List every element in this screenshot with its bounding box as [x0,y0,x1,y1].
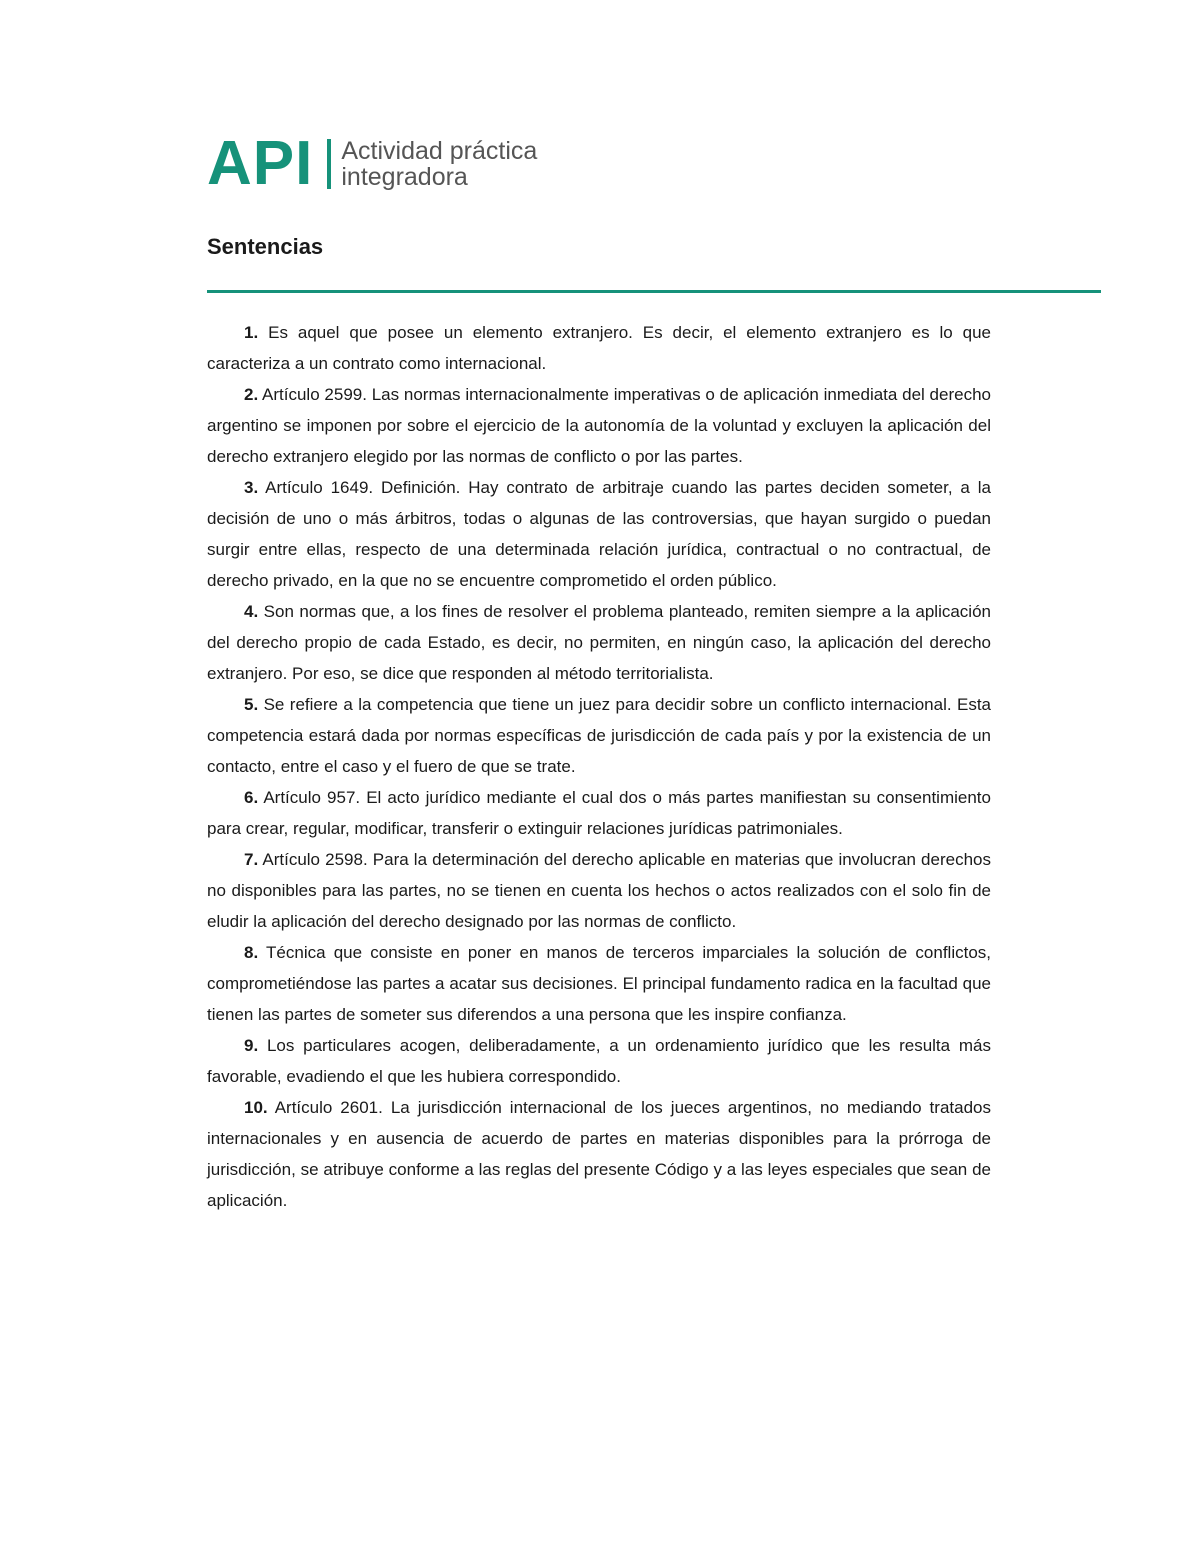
list-item [207,937,991,1030]
item-number: 9. [244,1036,259,1055]
item-number: 7. [244,850,259,869]
list-item [207,379,991,472]
list-item [207,472,991,596]
item-text: Técnica que consiste en poner en manos de terceros imparciales la solución de conflictos, comprometiéndose las partes a acatar sus decisiones. El principal fundamento radica en la facultad que tienen las partes de someter sus diferendos a una persona que les inspire confianza. [207,943,991,1024]
logo-text-line-2: integradora [341,163,468,191]
logo-text-line-1: Actividad práctica [341,137,538,165]
item-text: Artículo 2598. Para la determinación del derecho aplicable en materias que involucran derechos no disponibles para las partes, no se tienen en cuenta los hechos o actos realizados con el solo fin de eludir la aplicación del derecho designado por las normas de conflicto. [207,850,991,931]
item-number: 3. [244,478,259,497]
item-number: 6. [244,788,259,807]
logo-mark: API [207,129,314,198]
item-number: 10. [244,1098,268,1117]
item-text: Artículo 1649. Definición. Hay contrato de arbitraje cuando las partes deciden someter, a la decisión de uno o más árbitros, todas o algunas de las controversias, que hayan surgido o puedan surgir entre ellas, respecto de una determinada relación jurídica, contractual o no contractual, de derecho privado, en la que no se encuentre comprometido el orden público. [207,478,991,590]
item-number: 4. [244,602,259,621]
item-text: Artículo 957. El acto jurídico mediante el cual dos o más partes manifiestan su consentimiento para crear, regular, modificar, transferir o extinguir relaciones jurídicas patrimoniales. [207,788,991,838]
api-logo [207,129,538,198]
item-text: Es aquel que posee un elemento extranjero. Es decir, el elemento extranjero es lo que caracteriza a un contrato como internacional. [207,323,991,373]
item-number: 5. [244,695,259,714]
list-item [207,844,991,937]
item-text: Artículo 2601. La jurisdicción internacional de los jueces argentinos, no mediando tratados internacionales y en ausencia de acuerdo de partes en materias disponibles para la prórroga de jurisdicción, se atribuye conforme a las reglas del presente Código y a las leyes especiales que sean de aplicación. [207,1098,991,1210]
list-item [207,1030,991,1092]
item-number: 2. [244,385,259,404]
item-number: 8. [244,943,259,962]
section-title: Sentencias [207,234,324,259]
item-number: 1. [244,323,259,342]
item-text: Artículo 2599. Las normas internacionalmente imperativas o de aplicación inmediata del derecho argentino se imponen por sobre el ejercicio de la autonomía de la voluntad y excluyen la aplicación del derecho extranjero elegido por las normas de conflicto o por las partes. [207,385,991,466]
list-item [207,782,991,844]
item-text: Son normas que, a los fines de resolver el problema planteado, remiten siempre a la aplicación del derecho propio de cada Estado, es decir, no permiten, en ningún caso, la aplicación del derecho extranjero. Por eso, se dice que responden al método territorialista. [207,602,991,683]
item-text: Los particulares acogen, deliberadamente, a un ordenamiento jurídico que les resulta más favorable, evadiendo el que les hubiera correspondido. [207,1036,991,1086]
logo-text [341,138,537,190]
section-divider [207,290,1101,293]
item-text: Se refiere a la competencia que tiene un juez para decidir sobre un conflicto internacional. Esta competencia estará dada por normas específicas de jurisdicción de cada país y por la existencia de un contacto, entre el caso y el fuero de que se trate. [207,695,991,776]
list-item [207,689,991,782]
list-item [207,1092,991,1216]
list-item [207,596,991,689]
sentences-list [207,317,991,1216]
list-item [207,317,991,379]
logo-divider [327,139,331,189]
